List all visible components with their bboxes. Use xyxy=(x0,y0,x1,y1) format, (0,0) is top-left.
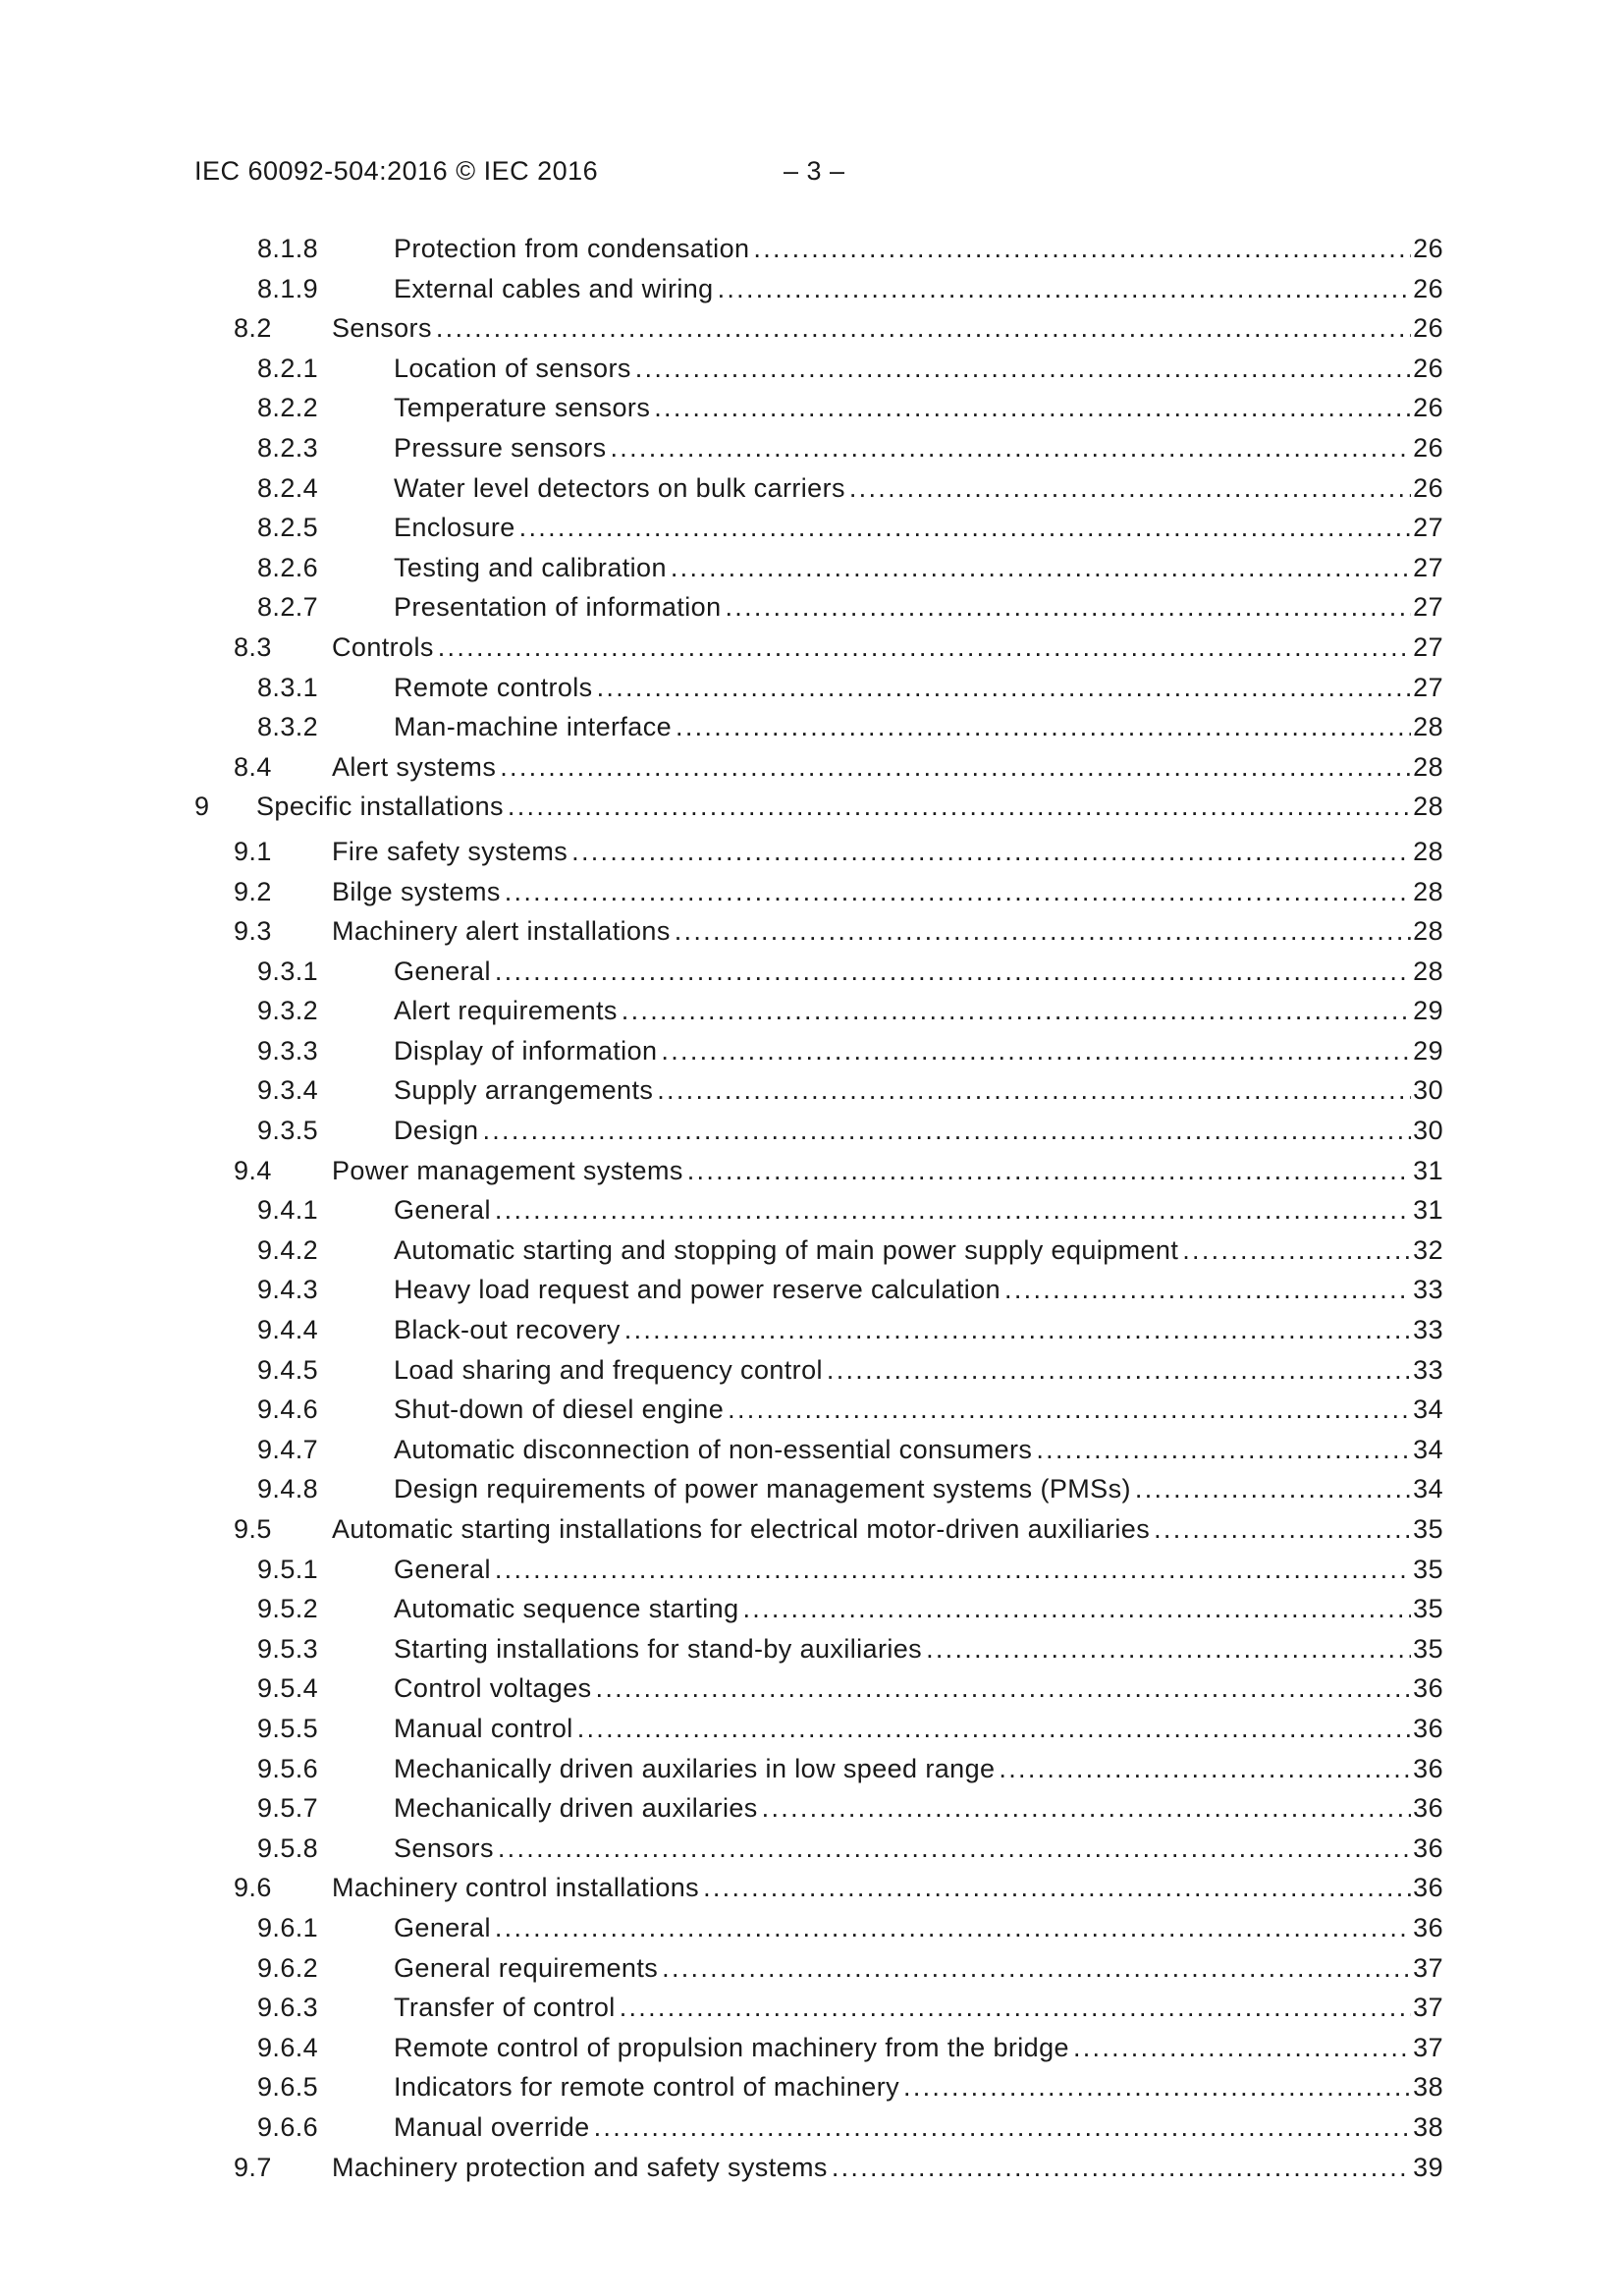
toc-entry-line xyxy=(394,269,1443,309)
toc-entry-number: 8.2.3 xyxy=(257,432,319,463)
toc-dot-leader xyxy=(926,1629,1411,1669)
toc-entry-line xyxy=(394,388,1443,428)
toc-entry-page: 27 xyxy=(1413,631,1443,662)
toc-dot-leader xyxy=(495,1550,1411,1590)
toc-entry-page: 27 xyxy=(1413,513,1443,543)
toc-entry-line xyxy=(332,1151,1443,1191)
toc-entry-line xyxy=(394,707,1443,747)
toc-dot-leader xyxy=(743,1589,1412,1629)
toc-dot-leader xyxy=(610,428,1411,468)
toc-entry-line xyxy=(394,1469,1443,1509)
toc-dot-leader xyxy=(594,2107,1412,2148)
toc-entry-title: Remote controls xyxy=(394,668,597,708)
toc-entry-line xyxy=(394,1709,1443,1749)
toc-entry-title: Design xyxy=(394,1111,482,1151)
toc-entry-page: 28 xyxy=(1413,876,1443,906)
toc-entry-page: 36 xyxy=(1413,1793,1443,1824)
toc-entry-page: 29 xyxy=(1413,996,1443,1026)
toc-entry-page: 35 xyxy=(1413,1554,1443,1584)
toc-entry-page: 36 xyxy=(1413,1713,1443,1743)
toc-entry-line xyxy=(256,787,1443,827)
toc-entry-page: 26 xyxy=(1413,273,1443,303)
toc-entry-page: 26 xyxy=(1413,432,1443,463)
toc-entry-title: Starting installations for stand-by auxiliaries xyxy=(394,1629,926,1669)
toc-entry-line xyxy=(332,2148,1443,2188)
toc-entry-title: Manual override xyxy=(394,2107,594,2148)
toc-entry-title: General xyxy=(394,1190,495,1230)
toc-dot-leader xyxy=(596,1668,1412,1709)
toc-entry-page: 27 xyxy=(1413,552,1443,582)
toc-entry-title: Supply arrangements xyxy=(394,1070,657,1111)
toc-entry-number: 9.4 xyxy=(234,1155,272,1185)
toc-entry-title: Mechanically driven auxilaries in low speed range xyxy=(394,1749,999,1789)
toc-dot-leader xyxy=(675,911,1411,952)
toc-entry-line xyxy=(394,548,1443,588)
toc-entry[interactable] xyxy=(194,308,1443,349)
toc-entry-line xyxy=(394,1550,1443,1590)
toc-entry-line xyxy=(332,747,1443,788)
toc-entry-title: Automatic starting installations for electrical motor-driven auxiliaries xyxy=(332,1509,1154,1550)
toc-entry-title: Location of sensors xyxy=(394,349,635,389)
table-of-contents xyxy=(194,229,1443,2187)
toc-entry[interactable] xyxy=(194,468,1443,509)
toc-entry-page: 29 xyxy=(1413,1035,1443,1066)
toc-entry-number: 8.3 xyxy=(234,631,272,662)
toc-entry[interactable] xyxy=(194,269,1443,309)
toc-entry[interactable] xyxy=(194,1350,1443,1391)
toc-entry-title: Automatic starting and stopping of main power supply equipment xyxy=(394,1230,1182,1271)
toc-entry-title: Power management systems xyxy=(332,1151,687,1191)
toc-entry[interactable] xyxy=(194,508,1443,548)
toc-entry-number: 9 xyxy=(194,792,210,822)
toc-entry[interactable] xyxy=(194,1868,1443,1908)
toc-entry-number: 9.3 xyxy=(234,916,272,947)
toc-dot-leader xyxy=(1154,1509,1411,1550)
toc-entry[interactable] xyxy=(194,1509,1443,1550)
toc-entry[interactable] xyxy=(194,1310,1443,1350)
toc-entry[interactable] xyxy=(194,229,1443,269)
page-number: – 3 – xyxy=(784,156,845,186)
toc-entry-line xyxy=(394,2067,1443,2107)
toc-dot-leader xyxy=(657,1070,1411,1111)
toc-dot-leader xyxy=(1073,2028,1411,2068)
toc-entry-page: 37 xyxy=(1413,1952,1443,1983)
toc-entry-number: 9.6.1 xyxy=(257,1912,319,1942)
toc-entry-title: Presentation of information xyxy=(394,587,725,628)
toc-entry-title: Alert requirements xyxy=(394,991,622,1031)
toc-entry-line xyxy=(394,2107,1443,2148)
toc-entry-number: 9.4.1 xyxy=(257,1195,319,1226)
toc-entry[interactable] xyxy=(194,548,1443,588)
toc-entry-line xyxy=(332,628,1443,668)
toc-dot-leader xyxy=(832,2148,1411,2188)
toc-dot-leader xyxy=(703,1868,1411,1908)
toc-entry-number: 9.4.7 xyxy=(257,1434,319,1464)
toc-entry-page: 35 xyxy=(1413,1633,1443,1664)
toc-entry[interactable] xyxy=(194,911,1443,952)
toc-entry-page: 30 xyxy=(1413,1075,1443,1106)
toc-entry-line xyxy=(332,872,1443,912)
toc-dot-leader xyxy=(500,747,1411,788)
toc-entry[interactable] xyxy=(194,668,1443,708)
toc-entry-line xyxy=(394,952,1443,992)
toc-entry-number: 9.6.2 xyxy=(257,1952,319,1983)
toc-entry-page: 35 xyxy=(1413,1594,1443,1624)
toc-dot-leader xyxy=(687,1151,1411,1191)
toc-entry-title: Manual control xyxy=(394,1709,577,1749)
toc-entry-line xyxy=(394,1350,1443,1391)
toc-entry-number: 8.2.5 xyxy=(257,513,319,543)
toc-entry-number: 9.3.5 xyxy=(257,1116,319,1146)
toc-entry-title: Controls xyxy=(332,628,438,668)
toc-entry-line xyxy=(394,1629,1443,1669)
toc-entry-line xyxy=(394,508,1443,548)
toc-entry-line xyxy=(332,911,1443,952)
toc-entry-number: 9.5.7 xyxy=(257,1793,319,1824)
toc-dot-leader xyxy=(1182,1230,1411,1271)
toc-entry-title: Load sharing and frequency control xyxy=(394,1350,827,1391)
toc-entry-line xyxy=(394,1310,1443,1350)
toc-entry-page: 37 xyxy=(1413,1993,1443,2023)
toc-entry[interactable] xyxy=(194,2028,1443,2068)
toc-entry-number: 9.3.4 xyxy=(257,1075,319,1106)
toc-entry-line xyxy=(394,1031,1443,1071)
toc-entry-number: 8.2.7 xyxy=(257,592,319,623)
toc-entry[interactable] xyxy=(194,952,1443,992)
toc-dot-leader xyxy=(495,952,1411,992)
toc-entry-line xyxy=(394,428,1443,468)
toc-entry-title: Pressure sensors xyxy=(394,428,610,468)
toc-entry-page: 37 xyxy=(1413,2032,1443,2062)
toc-entry-number: 8.2.4 xyxy=(257,472,319,503)
toc-entry-page: 31 xyxy=(1413,1155,1443,1185)
toc-entry-title: Remote control of propulsion machinery from the bridge xyxy=(394,2028,1073,2068)
toc-entry-title: Fire safety systems xyxy=(332,832,571,872)
toc-entry-title: Mechanically driven auxilaries xyxy=(394,1788,762,1829)
toc-entry[interactable] xyxy=(194,747,1443,788)
toc-dot-leader xyxy=(999,1749,1411,1789)
toc-entry-line xyxy=(394,1390,1443,1430)
toc-dot-leader xyxy=(654,388,1411,428)
toc-entry-page: 26 xyxy=(1413,393,1443,423)
toc-entry-line xyxy=(332,308,1443,349)
toc-entry-page: 28 xyxy=(1413,751,1443,782)
toc-entry-number: 9.3.3 xyxy=(257,1035,319,1066)
toc-entry-page: 36 xyxy=(1413,1912,1443,1942)
toc-entry-number: 8.1.9 xyxy=(257,273,319,303)
toc-entry-page: 32 xyxy=(1413,1234,1443,1265)
toc-dot-leader xyxy=(577,1709,1411,1749)
toc-entry-page: 36 xyxy=(1413,1673,1443,1704)
toc-entry[interactable] xyxy=(194,587,1443,628)
toc-entry-number: 9.5.2 xyxy=(257,1594,319,1624)
toc-entry-line xyxy=(394,1270,1443,1310)
toc-entry-number: 9.5.3 xyxy=(257,1633,319,1664)
toc-entry[interactable] xyxy=(194,1829,1443,1869)
toc-dot-leader xyxy=(635,349,1411,389)
toc-entry-title: Display of information xyxy=(394,1031,661,1071)
toc-entry-title: External cables and wiring xyxy=(394,269,718,309)
toc-entry[interactable] xyxy=(194,1070,1443,1111)
toc-entry-page: 28 xyxy=(1413,956,1443,986)
toc-entry-number: 9.5 xyxy=(234,1514,272,1544)
toc-entry-line xyxy=(394,2028,1443,2068)
toc-entry-number: 9.7 xyxy=(234,2152,272,2182)
toc-entry[interactable] xyxy=(194,1908,1443,1948)
toc-dot-leader xyxy=(753,229,1411,269)
toc-dot-leader xyxy=(1036,1430,1411,1470)
toc-entry[interactable] xyxy=(194,1190,1443,1230)
toc-entry-line xyxy=(394,229,1443,269)
toc-entry-page: 26 xyxy=(1413,472,1443,503)
toc-entry-line xyxy=(394,991,1443,1031)
toc-entry[interactable] xyxy=(194,1230,1443,1271)
toc-dot-leader xyxy=(495,1190,1411,1230)
toc-entry-line xyxy=(394,587,1443,628)
toc-dot-leader xyxy=(849,468,1411,509)
toc-entry-number: 9.5.5 xyxy=(257,1713,319,1743)
toc-entry[interactable] xyxy=(194,1709,1443,1749)
toc-entry-title: Water level detectors on bulk carriers xyxy=(394,468,849,509)
toc-dot-leader xyxy=(1004,1270,1411,1310)
toc-entry-title: Design requirements of power management systems (PMSs) xyxy=(394,1469,1135,1509)
toc-entry-line xyxy=(332,1509,1443,1550)
toc-entry-page: 36 xyxy=(1413,1832,1443,1863)
toc-entry-title: Man-machine interface xyxy=(394,707,676,747)
toc-entry-title: Sensors xyxy=(394,1829,498,1869)
toc-entry-line xyxy=(394,349,1443,389)
toc-entry-number: 9.5.8 xyxy=(257,1832,319,1863)
toc-entry-title: Automatic disconnection of non-essential consumers xyxy=(394,1430,1036,1470)
toc-entry-line xyxy=(332,832,1443,872)
toc-entry-number: 8.2 xyxy=(234,313,272,344)
toc-entry-line xyxy=(394,1589,1443,1629)
toc-entry[interactable] xyxy=(194,1430,1443,1470)
toc-dot-leader xyxy=(519,508,1411,548)
toc-entry-line xyxy=(332,1868,1443,1908)
toc-entry-page: 30 xyxy=(1413,1116,1443,1146)
toc-entry-page: 36 xyxy=(1413,1873,1443,1903)
toc-entry-title: General xyxy=(394,1908,495,1948)
toc-dot-leader xyxy=(624,1310,1411,1350)
toc-entry-number: 8.3.1 xyxy=(257,672,319,702)
toc-entry-number: 9.5.1 xyxy=(257,1554,319,1584)
toc-dot-leader xyxy=(662,1948,1411,1989)
toc-entry-title: Shut-down of diesel engine xyxy=(394,1390,728,1430)
toc-entry-number: 9.3.1 xyxy=(257,956,319,986)
toc-entry-page: 33 xyxy=(1413,1315,1443,1345)
toc-entry-number: 9.6 xyxy=(234,1873,272,1903)
toc-entry[interactable] xyxy=(194,1469,1443,1509)
toc-entry[interactable] xyxy=(194,1550,1443,1590)
toc-entry[interactable] xyxy=(194,787,1443,827)
toc-entry-number: 9.4.4 xyxy=(257,1315,319,1345)
toc-entry-title: Machinery alert installations xyxy=(332,911,675,952)
toc-dot-leader xyxy=(1135,1469,1411,1509)
toc-entry-line xyxy=(394,1829,1443,1869)
toc-entry-number: 8.4 xyxy=(234,751,272,782)
toc-entry-page: 28 xyxy=(1413,792,1443,822)
toc-entry-number: 8.2.2 xyxy=(257,393,319,423)
toc-entry-line xyxy=(394,1070,1443,1111)
toc-entry[interactable] xyxy=(194,1948,1443,1989)
toc-dot-leader xyxy=(495,1908,1411,1948)
toc-dot-leader xyxy=(597,668,1412,708)
toc-entry-number: 9.4.3 xyxy=(257,1275,319,1305)
toc-entry-page: 34 xyxy=(1413,1434,1443,1464)
toc-entry[interactable] xyxy=(194,388,1443,428)
toc-dot-leader xyxy=(436,308,1411,349)
toc-dot-leader xyxy=(498,1829,1411,1869)
toc-entry-title: Machinery control installations xyxy=(332,1868,703,1908)
toc-entry-line xyxy=(394,468,1443,509)
toc-entry-page: 38 xyxy=(1413,2111,1443,2142)
toc-entry-title: Control voltages xyxy=(394,1668,596,1709)
toc-entry-title: Temperature sensors xyxy=(394,388,654,428)
toc-dot-leader xyxy=(725,587,1411,628)
toc-entry-number: 9.6.6 xyxy=(257,2111,319,2142)
toc-entry-page: 35 xyxy=(1413,1514,1443,1544)
toc-entry-line xyxy=(394,1749,1443,1789)
toc-dot-leader xyxy=(762,1788,1411,1829)
toc-entry-number: 9.4.6 xyxy=(257,1394,319,1425)
toc-entry-number: 9.6.5 xyxy=(257,2072,319,2103)
toc-entry-page: 26 xyxy=(1413,353,1443,383)
toc-entry-page: 26 xyxy=(1413,313,1443,344)
toc-entry-page: 28 xyxy=(1413,712,1443,742)
toc-entry-page: 34 xyxy=(1413,1474,1443,1504)
toc-entry[interactable] xyxy=(194,872,1443,912)
toc-entry-title: Bilge systems xyxy=(332,872,505,912)
toc-entry-page: 26 xyxy=(1413,234,1443,263)
toc-dot-leader xyxy=(571,832,1411,872)
toc-entry[interactable] xyxy=(194,1749,1443,1789)
toc-dot-leader xyxy=(622,991,1411,1031)
toc-entry-title: Black-out recovery xyxy=(394,1310,624,1350)
toc-entry-line xyxy=(394,1230,1443,1271)
toc-entry-title: Protection from condensation xyxy=(394,229,753,269)
toc-entry-page: 33 xyxy=(1413,1275,1443,1305)
toc-entry[interactable] xyxy=(194,832,1443,872)
toc-entry-page: 28 xyxy=(1413,916,1443,947)
toc-entry-number: 9.4.2 xyxy=(257,1234,319,1265)
toc-entry-number: 9.4.5 xyxy=(257,1354,319,1385)
toc-entry-title: Alert systems xyxy=(332,747,500,788)
toc-entry[interactable] xyxy=(194,349,1443,389)
toc-entry-title: General requirements xyxy=(394,1948,662,1989)
toc-entry-page: 34 xyxy=(1413,1394,1443,1425)
toc-entry[interactable] xyxy=(194,707,1443,747)
toc-entry-line xyxy=(394,1788,1443,1829)
toc-entry[interactable] xyxy=(194,1589,1443,1629)
toc-entry-page: 27 xyxy=(1413,592,1443,623)
toc-entry[interactable] xyxy=(194,1031,1443,1071)
toc-entry-page: 31 xyxy=(1413,1195,1443,1226)
toc-dot-leader xyxy=(718,269,1412,309)
toc-entry-title: General xyxy=(394,1550,495,1590)
toc-dot-leader xyxy=(903,2067,1411,2107)
toc-entry-page: 33 xyxy=(1413,1354,1443,1385)
toc-dot-leader xyxy=(505,872,1411,912)
toc-dot-leader xyxy=(827,1350,1411,1391)
toc-entry[interactable] xyxy=(194,1668,1443,1709)
toc-entry[interactable] xyxy=(194,2067,1443,2107)
toc-dot-leader xyxy=(620,1988,1411,2028)
toc-entry-page: 27 xyxy=(1413,672,1443,702)
toc-entry-page: 39 xyxy=(1413,2152,1443,2182)
toc-entry-number: 9.4.8 xyxy=(257,1474,319,1504)
page-header xyxy=(194,154,862,188)
toc-dot-leader xyxy=(676,707,1411,747)
toc-entry-title: Machinery protection and safety systems xyxy=(332,2148,832,2188)
toc-entry-line xyxy=(394,1948,1443,1989)
toc-entry-number: 8.1.8 xyxy=(257,234,319,263)
toc-entry[interactable] xyxy=(194,2148,1443,2188)
toc-entry-number: 9.1 xyxy=(234,836,272,866)
toc-entry-title: Transfer of control xyxy=(394,1988,620,2028)
toc-entry-line xyxy=(394,1988,1443,2028)
toc-entry-page: 28 xyxy=(1413,836,1443,866)
toc-entry-title: Sensors xyxy=(332,308,436,349)
toc-entry-line xyxy=(394,668,1443,708)
toc-entry-number: 9.5.6 xyxy=(257,1753,319,1783)
toc-dot-leader xyxy=(661,1031,1411,1071)
toc-dot-leader xyxy=(671,548,1411,588)
toc-entry[interactable] xyxy=(194,991,1443,1031)
toc-entry-number: 9.2 xyxy=(234,876,272,906)
toc-entry-title: Indicators for remote control of machinery xyxy=(394,2067,903,2107)
toc-entry[interactable] xyxy=(194,1111,1443,1151)
toc-entry-title: Testing and calibration xyxy=(394,548,671,588)
toc-entry-title: Enclosure xyxy=(394,508,519,548)
toc-dot-leader xyxy=(482,1111,1411,1151)
toc-entry-title: Automatic sequence starting xyxy=(394,1589,743,1629)
toc-entry-line xyxy=(394,1668,1443,1709)
toc-entry-page: 38 xyxy=(1413,2072,1443,2103)
toc-entry-line xyxy=(394,1430,1443,1470)
toc-entry-page: 36 xyxy=(1413,1753,1443,1783)
toc-entry-number: 9.6.4 xyxy=(257,2032,319,2062)
toc-dot-leader xyxy=(728,1390,1411,1430)
toc-entry-number: 9.3.2 xyxy=(257,996,319,1026)
toc-entry-number: 9.6.3 xyxy=(257,1993,319,2023)
toc-entry-title: Heavy load request and power reserve calculation xyxy=(394,1270,1004,1310)
toc-entry-line xyxy=(394,1111,1443,1151)
toc-entry[interactable] xyxy=(194,628,1443,668)
standard-identifier: IEC 60092-504:2016 © IEC 2016 xyxy=(194,156,599,186)
toc-entry[interactable] xyxy=(194,1390,1443,1430)
toc-entry-number: 9.5.4 xyxy=(257,1673,319,1704)
toc-entry[interactable] xyxy=(194,428,1443,468)
toc-entry[interactable] xyxy=(194,1629,1443,1669)
toc-entry[interactable] xyxy=(194,1788,1443,1829)
toc-entry-number: 8.2.6 xyxy=(257,552,319,582)
toc-entry[interactable] xyxy=(194,2107,1443,2148)
toc-entry-line xyxy=(394,1190,1443,1230)
toc-entry[interactable] xyxy=(194,1988,1443,2028)
toc-dot-leader xyxy=(438,628,1411,668)
toc-entry-number: 8.3.2 xyxy=(257,712,319,742)
toc-entry-number: 8.2.1 xyxy=(257,353,319,383)
toc-entry[interactable] xyxy=(194,1151,1443,1191)
toc-dot-leader xyxy=(508,787,1411,827)
toc-entry-line xyxy=(394,1908,1443,1948)
toc-entry-title: General xyxy=(394,952,495,992)
toc-entry-title: Specific installations xyxy=(256,787,508,827)
toc-entry[interactable] xyxy=(194,1270,1443,1310)
